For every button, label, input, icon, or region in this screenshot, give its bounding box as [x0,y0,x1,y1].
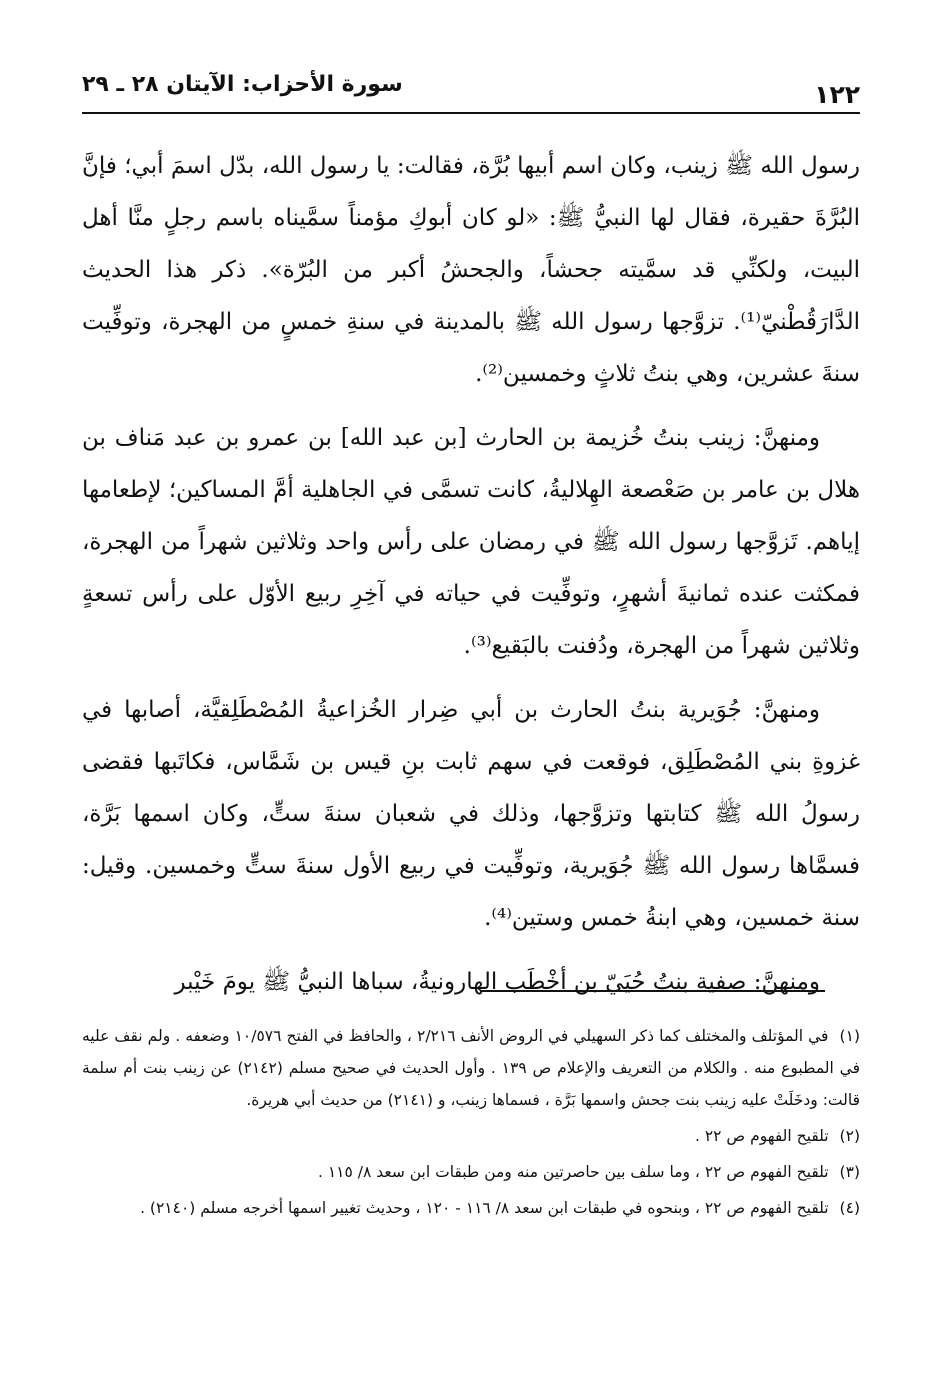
footnote-marker: (٢) [839,1127,860,1145]
footnote [82,1020,860,1116]
body-text [82,140,860,1020]
paragraph: ومنهنَّ: جُوَيرية بنتُ الحارث بن أبي ضِرار الخُزاعيةُ المُصْطَلِقيَّة، أصابها في غزوةِ بني المُصْطَلِق، فوقعت في سهم ثابت بنِ قيس بن شَمَّاس، فكاتَبها فقضى رسولُ الله ﷺ كتابتها وتزوَّجها، وذلك في شعبان سنةَ ستٍّ، وكان اسمها بَرَّة، فسمَّاها رسول الله ﷺ جُوَيرية، وتوفِّيت في ربيع الأول سنةَ ستٍّ وخمسين. وقيل: سنة خمسين، وهي ابنةُ خمس وستين⁽⁴⁾. [82,697,860,931]
paragraph: ومنهنَّ: صفية بنتُ حُيَيّ بن أخْطَب الهارونيةُ، سباها النبيُّ ﷺ يومَ خَيْبر [174,969,820,995]
footnote-text: تلقيح الفهوم ص ٢٢ ، وما سلف بين حاصرتين منه ومن طبقات ابن سعد ٨/ ١١٥ . [317,1163,829,1181]
footnote-separator [480,990,825,992]
paragraph: رسول الله ﷺ زينب، وكان اسم أبيها بُرَّة، فقالت: يا رسول الله، بدّل اسمَ أبي؛ فإنَّ البُرَّةَ حقيرة، فقال لها النبيُّ ﷺ: «لو كان أبوكِ مؤمناً سمَّيناه باسم رجلٍ منَّا أهل البيت، ولكنِّي قد سمَّيته جحشاً، والجحشُ أكبر من البُرّة». ذكر هذا الحديث الدَّارَقُطْنيّ⁽¹⁾. تزوَّجها رسول الله ﷺ بالمدينة في سنةِ خمسٍ من الهجرة، وتوفِّيت سنةَ عشرين، وهي بنتُ ثلاثٍ وخمسين⁽²⁾. [82,153,860,387]
paragraph: ومنهنَّ: زينب بنتُ خُزيمة بن الحارث [بن عبد الله] بن عمرو بن عبد مَناف بن هلال بن عامر بن صَعْصعة الهِلاليةُ، كانت تسمَّى في الجاهلية أمَّ المساكين؛ لإطعامها إياهم. تَزوَّجها رسول الله ﷺ في رمضان على رأس واحد وثلاثين شهراً من الهجرة، فمكثت عنده ثمانيةَ أشهرٍ، وتوفِّيت في حياته في آخِرِ ربيع الأوّل على رأس تسعةٍ وثلاثين شهراً من الهجرة، ودُفنت بالبَقيع⁽³⁾. [82,425,860,659]
page-header [82,68,860,114]
footnote-marker: (٣) [839,1163,860,1181]
footnote-text: تلقيح الفهوم ص ٢٢ ، وبنحوه في طبقات ابن سعد ٨/ ١١٦ - ١٢٠ ، وحديث تغيير اسمها أخرجه مسلم (٢١٤٠) . [140,1199,829,1217]
footnote-text: تلقيح الفهوم ص ٢٢ . [694,1127,829,1145]
footnote [82,1192,860,1224]
footnote-text: في المؤتلف والمختلف كما ذكر السهيلي في الروض الأنف ٢/٢١٦ ، والحافظ في الفتح ١٠/٥٧٦ وضعفه . ولم نقف عليه في المطبوع منه . والكلام من التعريف والإعلام ص ١٣٩ . وأول الحديث في صحيح مسلم (٢١٤٢) عن زينب بنت أم سلمة قالت: ودخَلَتْ عليه زينب بنت جحش واسمها بَرَّة ، فسماها زينب، و (٢١٤١) من حديث أبي هريرة. [82,1027,860,1109]
running-title: سورة الأحزاب: الآيتان ٢٨ ـ ٢٩ [82,72,403,97]
footnotes [82,1020,860,1228]
footnote [82,1120,860,1152]
footnote [82,1156,860,1188]
footnote-marker: (١) [839,1027,860,1045]
footnote-marker: (٤) [839,1199,860,1217]
page-number: ١٢٢ [814,80,860,109]
